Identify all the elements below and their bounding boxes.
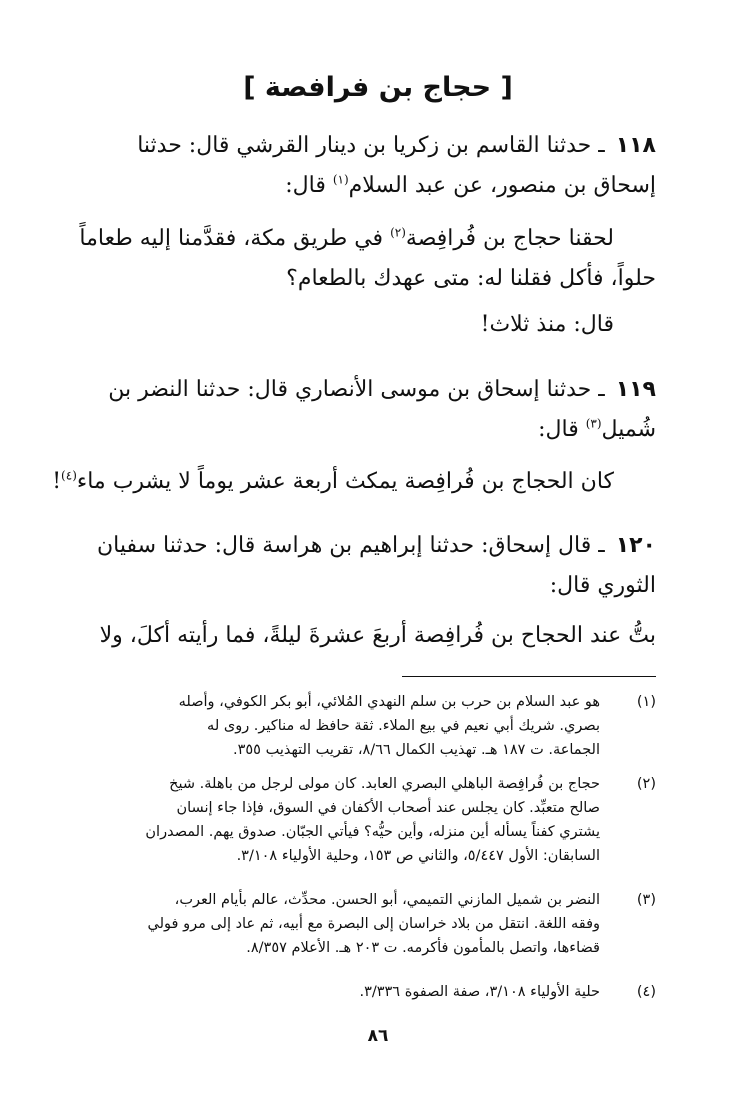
hadith-text-line: ! xyxy=(52,469,62,494)
hadith-118-answer xyxy=(100,305,656,345)
hadith-text-line: قال: xyxy=(538,417,579,442)
hadith-119 xyxy=(100,370,656,450)
page-number: ٨٦ xyxy=(367,1026,389,1046)
hadith-text-line: حلواً، فأكل فقلنا له: متى عهدك بالطعام؟ xyxy=(286,266,656,291)
hadith-118 xyxy=(100,126,656,206)
footnote-number: (٤) xyxy=(636,984,656,1000)
footnote-ref[interactable]: (١) xyxy=(332,172,349,187)
footnote-number: (١) xyxy=(636,694,656,710)
footnote-line: حجاج بن فُرافِصة الباهلي البصري العابد. كان مولى لرجل من باهلة. شيخ xyxy=(169,776,600,792)
hadith-text-line: إسحاق بن منصور، عن عبد السلام xyxy=(348,173,656,198)
footnote-line: صالح متعبِّد. كان يجلس عند أصحاب الأكفان في السوق، فإذا جاء إنسان xyxy=(176,800,600,816)
hadith-text-line: الثوري قال: xyxy=(549,573,656,598)
footnote-number: (٣) xyxy=(636,892,656,908)
hadith-text-line: قال: منذ ثلاث! xyxy=(480,312,614,337)
hadith-text-line: في طريق مكة، فقدَّمنا إليه طعاماً xyxy=(79,226,384,251)
footnote-line: النضر بن شميل المازني التميمي، أبو الحسن. محدِّث، عالم بأيام العرب، xyxy=(174,892,600,908)
hadith-120-body xyxy=(100,616,656,656)
chapter-title: [ حجاج بن فرافصة ] xyxy=(243,72,513,103)
footnote-separator xyxy=(402,676,656,677)
hadith-text-line: ـ قال إسحاق: حدثنا إبراهيم بن هراسة قال: حدثنا سفيان xyxy=(96,533,605,558)
hadith-text-line: ـ حدثنا القاسم بن زكريا بن دينار القرشي قال: حدثنا xyxy=(137,133,605,158)
hadith-number: ١١٩ xyxy=(615,377,656,402)
hadith-text-line: شُميل xyxy=(601,417,656,442)
footnote-ref[interactable]: (٢) xyxy=(390,225,406,240)
footnote-line: قضاءها، واتصل بالمأمون فأكرمه. ت ٢٠٣ هـ. الأعلام ٨/٣٥٧. xyxy=(246,940,600,956)
footnote-1 xyxy=(102,690,656,762)
hadith-text-line: كان الحجاج بن فُرافِصة يمكث أربعة عشر يوماً لا يشرب ماء xyxy=(76,469,614,494)
footnote-ref[interactable]: (٤) xyxy=(61,468,77,483)
footnote-line: حلية الأولياء ٣/١٠٨، صفة الصفوة ٣/٣٣٦. xyxy=(359,984,600,1000)
footnote-line: الجماعة. ت ١٨٧ هـ. تهذيب الكمال ٨/٦٦، تقريب التهذيب ٣٥٥. xyxy=(232,742,600,758)
hadith-118-body xyxy=(79,219,656,299)
hadith-number: ١٢٠ xyxy=(615,533,656,558)
hadith-text-line: ـ حدثنا إسحاق بن موسى الأنصاري قال: حدثنا النضر بن xyxy=(108,377,605,402)
footnote-number: (٢) xyxy=(636,776,656,792)
hadith-120 xyxy=(96,526,656,606)
footnote-line: وفقه اللغة. انتقل من بلاد خراسان إلى البصرة مع أبيه، ثم عاد إلى مرو فولي xyxy=(147,916,600,932)
footnote-line: هو عبد السلام بن حرب بن سلم النهدي المُلائي، أبو بكر الكوفي، وأصله xyxy=(178,694,600,710)
footnote-line: السابقان: الأول ٥/٤٤٧، والثاني ص ١٥٣، وحلية الأولياء ٣/١٠٨. xyxy=(236,848,600,864)
hadith-119-body xyxy=(52,462,656,502)
footnote-ref[interactable]: (٣) xyxy=(585,416,602,431)
footnote-3 xyxy=(102,888,656,960)
footnote-line: بصري. شريك أبي نعيم في بيع الملاء. ثقة حافظ له مناكير. روى له xyxy=(207,718,600,734)
footnote-2 xyxy=(102,772,656,868)
footnote-line: يشتري كفناً يسأله أين منزله، وأين حيُّه؟ فيأتي الجبّان. صدوق يهم. المصدران xyxy=(145,824,600,840)
footnote-4 xyxy=(102,980,656,1004)
hadith-number: ١١٨ xyxy=(615,133,656,158)
hadith-text-line: لحقنا حجاج بن فُرافِصة xyxy=(405,226,614,251)
hadith-text-line: بتُّ عند الحجاح بن فُرافِصة أربعَ عشرةَ ليلةً، فما رأيته أكلَ، ولا xyxy=(99,623,656,648)
hadith-text-line: قال: xyxy=(285,173,326,198)
